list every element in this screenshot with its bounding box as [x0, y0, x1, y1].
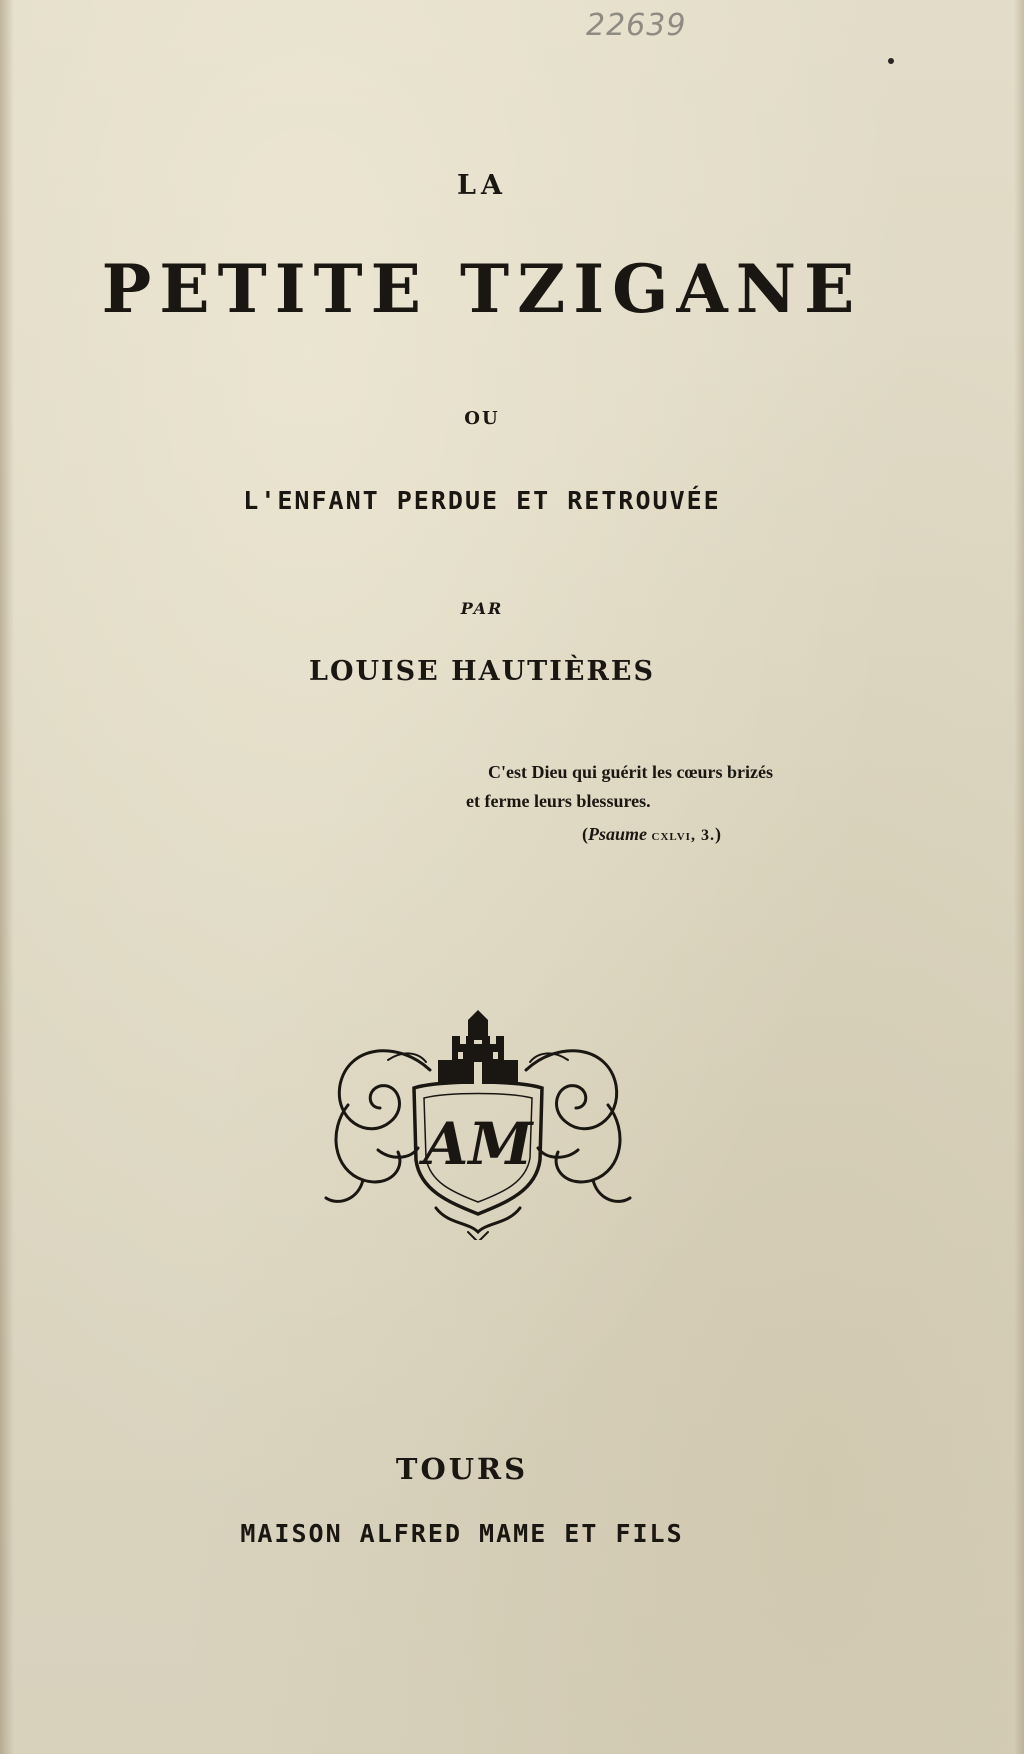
ink-speck: [888, 58, 894, 64]
epigraph-ref-number: cxlvi, 3.: [651, 827, 715, 844]
publisher-device-emblem: [318, 1010, 638, 1240]
title-connector: OU: [464, 408, 500, 429]
epigraph-line-2: et ferme leurs blessures.: [466, 791, 651, 811]
page-edge-shadow-right: [1014, 0, 1024, 1754]
author-name: LOUISE HAUTIÈRES: [309, 656, 655, 687]
epigraph-reference: [466, 820, 866, 850]
epigraph: [466, 758, 866, 850]
subtitle: L'ENFANT PERDUE ET RETROUVÉE: [243, 486, 721, 515]
main-title: PETITE TZIGANE: [101, 250, 863, 328]
handwritten-shelfmark: 22639: [586, 8, 687, 43]
publisher-device-initials: AM: [423, 1110, 533, 1178]
imprint-publisher: MAISON ALFRED MAME ET FILS: [240, 1519, 684, 1548]
epigraph-ref-work: Psaume: [588, 824, 648, 844]
epigraph-ref-close: ): [714, 824, 721, 844]
byline-par: PAR: [460, 599, 504, 618]
epigraph-line-1: C'est Dieu qui guérit les cœurs brizés: [488, 762, 773, 782]
title-article: LA: [457, 170, 507, 201]
epigraph-ref-open: (: [582, 824, 588, 844]
imprint-city: TOURS: [395, 1452, 529, 1486]
